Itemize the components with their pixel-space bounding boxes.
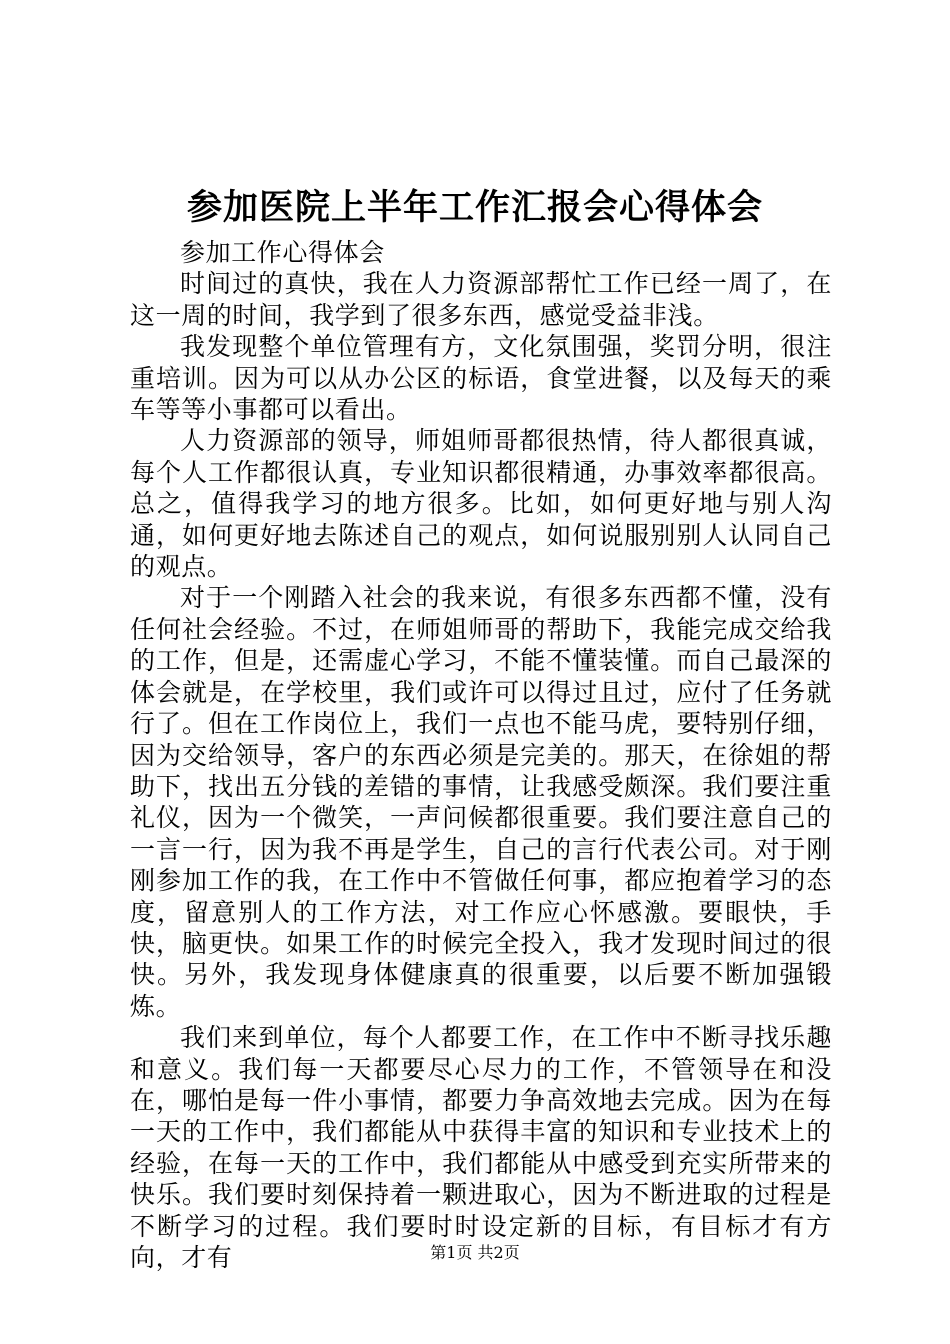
paragraph: 我发现整个单位管理有方，文化氛围强，奖罚分明，很注重培训。因为可以从办公区的标语，食堂进餐，以及每天的乘车等等小事都可以看出。	[130, 332, 832, 425]
paragraph-subtitle: 参加工作心得体会	[180, 238, 385, 267]
paragraph: 对于一个刚踏入社会的我来说，有很多东西都不懂，没有任何社会经验。不过，在师姐师哥的帮助下，我能完成交给我的工作，但是，还需虚心学习，不能不懂装懂。而自己最深的体会就是，在学校里，我们或许可以得过且过，应付了任务就行了。但在工作岗位上，我们一点也不能马虎，要特别仔细，因为交给领导，客户的东西必须是完美的。那天，在徐姐的帮助下，找出五分钱的差错的事情，让我感受颇深。我们要注重礼仪，因为一个微笑，一声问候都很重要。我们要注意自己的一言一行，因为我不再是学生，自己的言行代表公司。对于刚刚参加工作的我，在工作中不管做任何事，都应抱着学习的态度，留意别人的工作方法，对工作应心怀感激。要眼快，手快，脑更快。如果工作的时候完全投入，我才发现时间过的很快。另外，我发现身体健康真的很重要，以后要不断加强锻炼。	[130, 583, 832, 1021]
page-number-footer: 第1页 共2页	[430, 1243, 520, 1262]
paragraph: 时间过的真快，我在人力资源部帮忙工作已经一周了，在这一周的时间，我学到了很多东西，感觉受益非浅。	[130, 269, 832, 330]
document-title: 参加医院上半年工作汇报会心得体会	[186, 187, 763, 228]
paragraph: 我们来到单位，每个人都要工作，在工作中不断寻找乐趣和意义。我们每一天都要尽心尽力的工作，不管领导在和没在，哪怕是每一件小事情，都要力争高效地去完成。因为在每一天的工作中，我们都能从中获得丰富的知识和专业技术上的经验，在每一天的工作中，我们都能从中感受到充实所带来的快乐。我们要时刻保持着一颗进取心，因为不断进取的过程是不断学习的过程。我们要时时设定新的目标，有目标才有方向，才有	[130, 1023, 832, 1272]
document-body	[130, 237, 832, 1273]
paragraph: 人力资源部的领导，师姐师哥都很热情，待人都很真诚，每个人工作都很认真，专业知识都很精通，办事效率都很高。总之，值得我学习的地方很多。比如，如何更好地与别人沟通，如何更好地去陈述自己的观点，如何说服别别人认同自己的观点。	[130, 426, 832, 582]
